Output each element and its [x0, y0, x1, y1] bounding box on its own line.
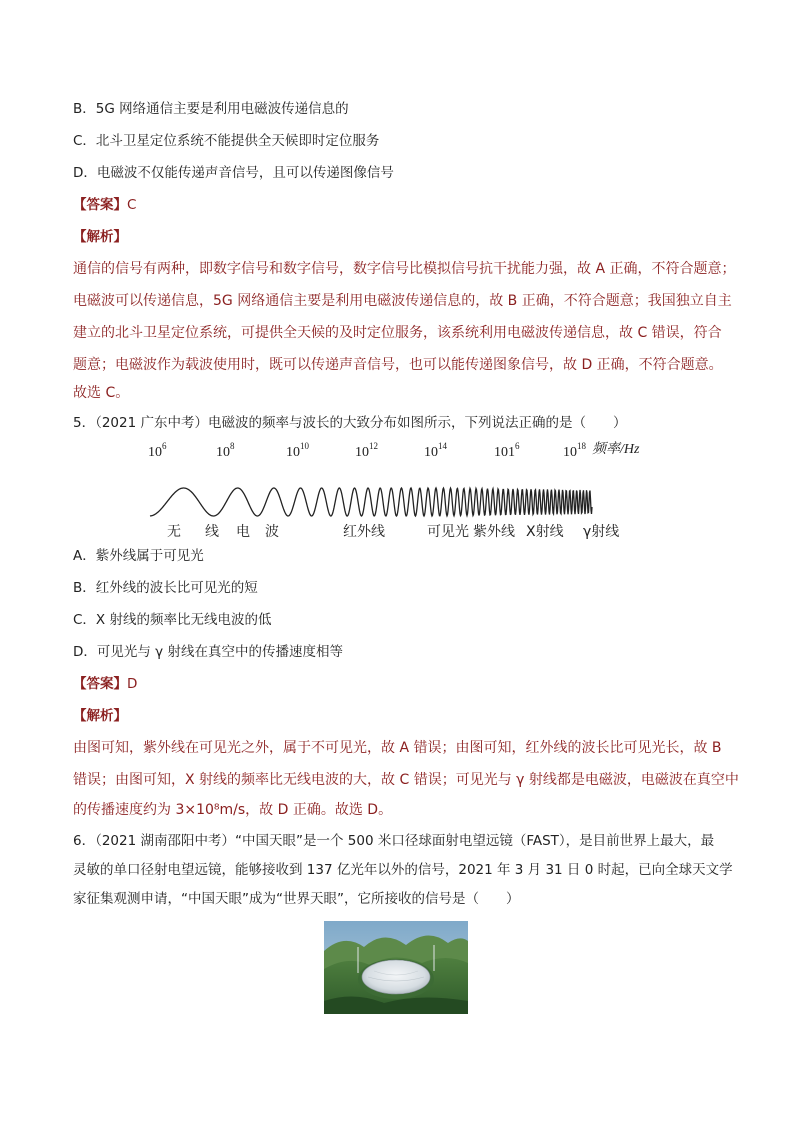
- wave-curve: [150, 488, 592, 516]
- q4-option-d: D．电磁波不仅能传递声音信号，且可以传递图像信号: [73, 165, 394, 181]
- q5-analysis-line: 的传播速度约为 3×10⁸m/s，故 D 正确。故选 D。: [73, 802, 393, 818]
- q4-analysis-line: 电磁波可以传递信息，5G 网络通信主要是利用电磁波传递信息的，故 B 正确，不符合题意；我国独立自主: [73, 293, 732, 309]
- band-label: 紫外线: [473, 524, 515, 540]
- q5-option-d: D．可见光与 γ 射线在真空中的传播速度相等: [73, 644, 343, 660]
- frequency-tick-label: $10^{18}$: [563, 441, 586, 460]
- q5-analysis-line: 错误；由图可知，X 射线的频率比无线电波的大，故 C 错误；可见光与 γ 射线都是电磁波，电磁波在真空中: [73, 772, 739, 788]
- band-label: 线: [205, 524, 219, 540]
- q4-analysis-line: 题意；电磁波作为载波使用时，既可以传递声音信号，也可以能传递图象信号，故 D 正确，不符合题意。: [73, 357, 723, 373]
- band-label: 电: [236, 524, 250, 540]
- q5-analysis-title: 【解析】: [73, 708, 127, 724]
- answer-value: C: [127, 197, 137, 213]
- band-label: 无: [167, 524, 181, 540]
- frequency-tick-label: $10^{12}$: [355, 441, 378, 460]
- q4-analysis-title: 【解析】: [73, 229, 127, 245]
- frequency-tick-label: $10^{14}$: [424, 441, 447, 460]
- q4-analysis-line: 故选 C。: [73, 385, 130, 401]
- q5-answer: [73, 673, 137, 695]
- q4-answer: [73, 194, 136, 216]
- frequency-tick-label: $10^8$: [216, 441, 235, 460]
- band-label: X射线: [526, 524, 564, 540]
- band-label: 红外线: [343, 524, 385, 540]
- q4-option-b: B．5G 网络通信主要是利用电磁波传递信息的: [73, 101, 349, 117]
- q5-stem: 5．（2021 广东中考）电磁波的频率与波长的大致分布如图所示，下列说法正确的是（ ）: [73, 415, 627, 431]
- q5-option-c: C．X 射线的频率比无线电波的低: [73, 612, 272, 628]
- frequency-tick-label: $10^6$: [148, 441, 167, 460]
- answer-tag: 【答案】: [73, 197, 127, 213]
- fast-telescope-photo: [324, 921, 468, 1014]
- q6-stem-line: 6．（2021 湖南邵阳中考）“中国天眼”是一个 500 米口径球面射电望远镜（FAST），是目前世界上最大，最: [73, 833, 715, 849]
- em-spectrum-diagram: [140, 436, 660, 546]
- q5-option-b: B．红外线的波长比可见光的短: [73, 580, 258, 596]
- q6-stem-line: 家征集观测申请，“中国天眼”成为“世界天眼”，它所接收的信号是（ ）: [73, 891, 520, 907]
- frequency-tick-label: $10^{10}$: [286, 441, 309, 460]
- q6-stem-line: 灵敏的单口径射电望远镜，能够接收到 137 亿光年以外的信号，2021 年 3 月 31 日 0 时起，已向全球天文学: [73, 862, 733, 878]
- q5-analysis-line: 由图可知，紫外线在可见光之外，属于不可见光，故 A 错误；由图可知，红外线的波长比可见光长，故 B: [73, 740, 722, 756]
- answer-value: D: [127, 676, 138, 692]
- band-label: γ射线: [583, 524, 620, 540]
- q4-option-c: C．北斗卫星定位系统不能提供全天候即时定位服务: [73, 133, 380, 149]
- band-label: 波: [265, 524, 279, 540]
- q5-option-a: A．紫外线属于可见光: [73, 548, 204, 564]
- band-label: 可见光: [427, 524, 469, 540]
- q4-analysis-line: 建立的北斗卫星定位系统，可提供全天候的及时定位服务，该系统利用电磁波传递信息，故 C 错误，符合: [73, 325, 722, 341]
- band-labels: [167, 523, 619, 540]
- frequency-tick-label: $101^6$: [494, 441, 520, 460]
- answer-tag: 【答案】: [73, 676, 127, 692]
- frequency-ticks: [148, 441, 587, 460]
- frequency-unit-label: 频率/Hz: [592, 442, 640, 457]
- q4-analysis-line: 通信的信号有两种，即数字信号和数字信号，数字信号比模拟信号抗干扰能力强，故 A 正确，不符合题意；: [73, 261, 736, 277]
